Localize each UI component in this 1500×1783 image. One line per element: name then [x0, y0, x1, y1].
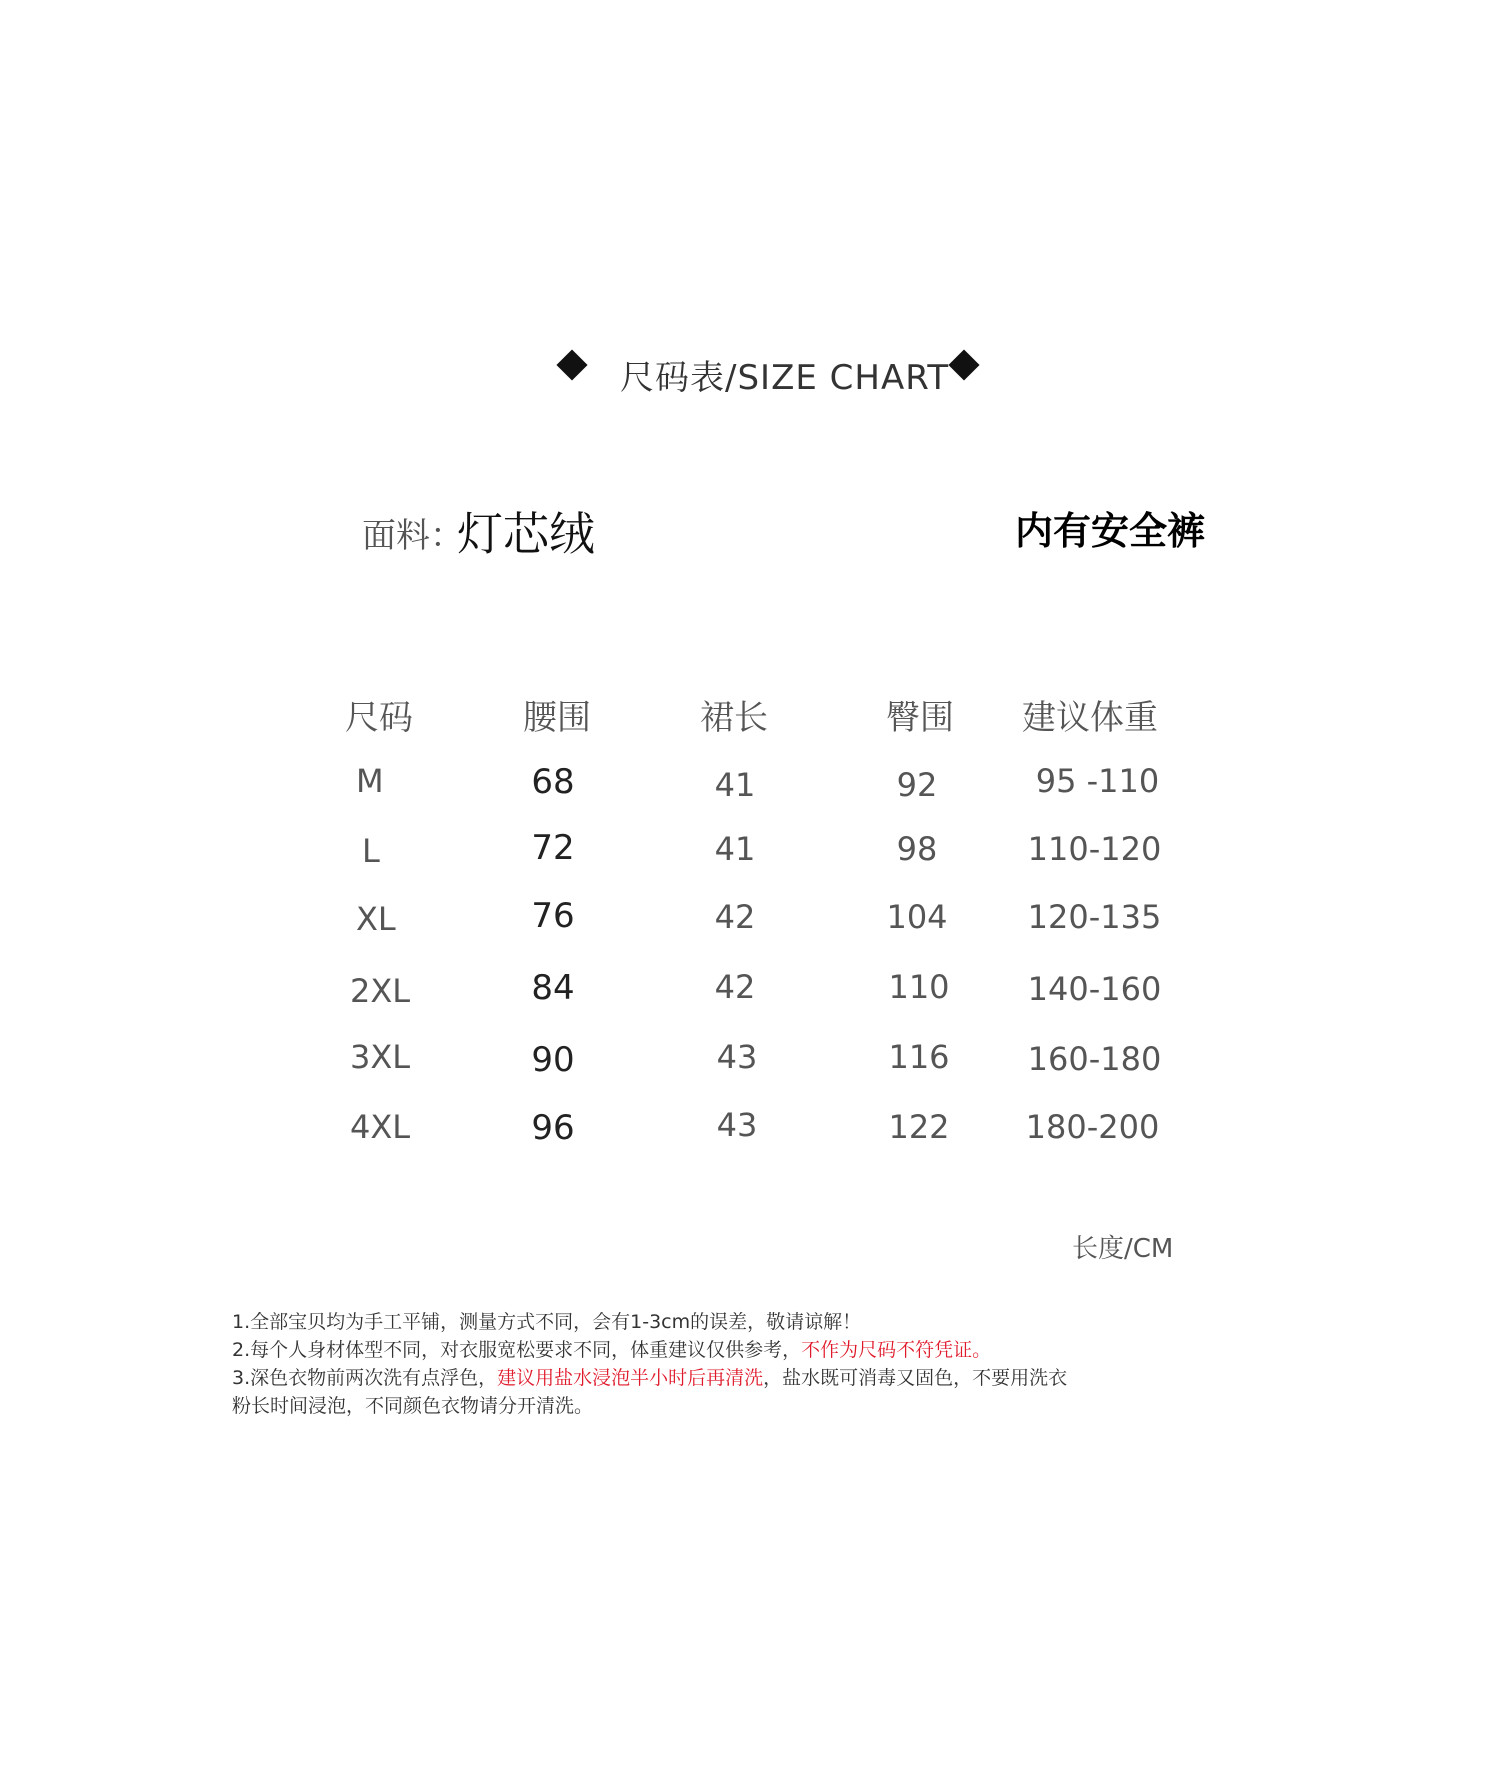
table-cell-skirt-length: 42	[714, 968, 756, 1006]
table-cell-waist: 68	[531, 762, 575, 802]
note-3	[232, 1364, 1232, 1392]
note-2-highlight: 不作为尺码不符凭证。	[801, 1339, 992, 1361]
header-size: 尺码	[345, 698, 413, 738]
table-cell-waist: 72	[531, 828, 575, 868]
note-2-text: 2.每个人身材体型不同，对衣服宽松要求不同，体重建议仅供参考，	[232, 1339, 802, 1361]
table-cell-waist: 76	[531, 896, 575, 936]
table-cell-weight: 160-180	[1027, 1040, 1162, 1078]
table-cell-hip: 92	[896, 766, 938, 804]
note-2	[232, 1336, 1232, 1364]
table-cell-waist: 90	[531, 1040, 575, 1080]
fabric-label: 面料：	[362, 516, 464, 556]
table-cell-size: 3XL	[350, 1038, 411, 1076]
table-cell-skirt-length: 43	[716, 1106, 758, 1144]
table-cell-weight: 110-120	[1027, 830, 1162, 868]
fabric-value: 灯芯绒	[457, 507, 595, 561]
unit-note: 长度/CM	[1072, 1234, 1174, 1264]
table-cell-weight: 95 -110	[1035, 762, 1160, 800]
note-3-line-2: 粉长时间浸泡，不同颜色衣物请分开清洗。	[232, 1395, 594, 1417]
table-cell-skirt-length: 42	[714, 898, 756, 936]
table-cell-hip: 122	[888, 1108, 950, 1146]
left-diamond-icon	[556, 349, 587, 380]
table-cell-weight: 180-200	[1025, 1108, 1160, 1146]
header-waist: 腰围	[523, 698, 591, 738]
right-diamond-icon	[948, 349, 979, 380]
table-cell-size: 2XL	[350, 972, 411, 1010]
table-cell-weight: 120-135	[1027, 898, 1162, 936]
note-3-text: 3.深色衣物前两次洗有点浮色，	[232, 1367, 498, 1389]
table-cell-weight: 140-160	[1027, 970, 1162, 1008]
header-hip: 臀围	[886, 698, 954, 738]
table-cell-waist: 96	[531, 1108, 575, 1148]
table-cell-size: M	[356, 762, 384, 800]
header-skirt-length: 裙长	[700, 698, 768, 738]
care-notes	[232, 1308, 1232, 1420]
table-cell-hip: 116	[888, 1038, 950, 1076]
note-3-highlight: 建议用盐水浸泡半小时后再清洗	[497, 1367, 764, 1389]
table-cell-waist: 84	[531, 968, 575, 1008]
table-cell-hip: 104	[886, 898, 948, 936]
table-cell-size: L	[362, 832, 380, 870]
page-title: 尺码表/SIZE CHART	[620, 358, 950, 398]
table-cell-skirt-length: 41	[714, 766, 756, 804]
lining-note: 内有安全裤	[1015, 509, 1206, 553]
note-3-text-cont: ，盐水既可消毒又固色，不要用洗衣	[763, 1367, 1068, 1389]
table-cell-size: 4XL	[350, 1108, 411, 1146]
table-cell-skirt-length: 41	[714, 830, 756, 868]
table-cell-hip: 98	[896, 830, 938, 868]
note-1: 1.全部宝贝均为手工平铺，测量方式不同，会有1-3cm的误差，敬请谅解！	[232, 1311, 862, 1333]
table-cell-skirt-length: 43	[716, 1038, 758, 1076]
table-cell-size: XL	[356, 900, 396, 938]
header-weight: 建议体重	[1022, 698, 1158, 738]
table-cell-hip: 110	[888, 968, 950, 1006]
